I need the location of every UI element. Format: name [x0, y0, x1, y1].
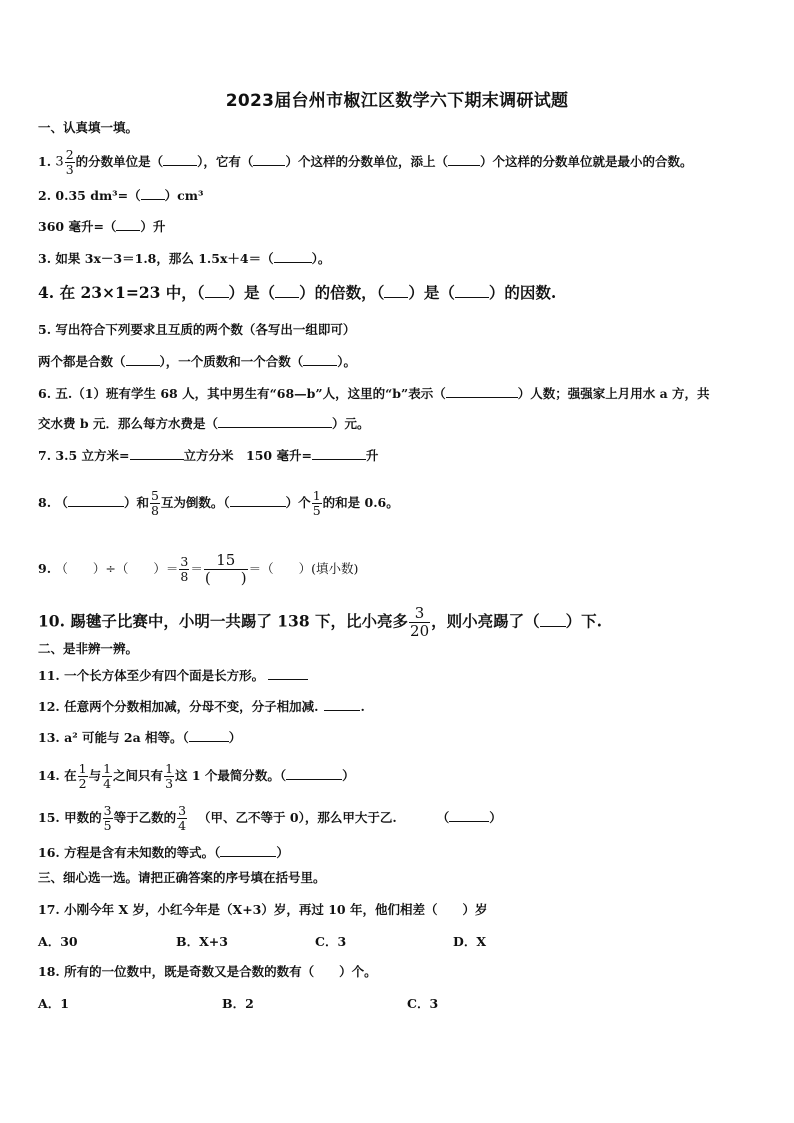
q4-blank-2[interactable]: [275, 283, 299, 298]
q16-text-a: 方程是含有未知数的等式。（: [64, 845, 221, 860]
q4-text-c: ）的倍数，（: [299, 283, 385, 302]
q10-text-a: 踢毽子比赛中，小明一共踢了 138 下，比小亮多: [70, 611, 409, 631]
q9-text-b: ＝（ ）(填小数): [248, 561, 359, 576]
q15-fraction-3-4: [177, 804, 187, 833]
q18-option-b-label: B．2: [222, 996, 254, 1011]
q1-blank-3[interactable]: [448, 151, 480, 166]
q2-text-a: 0.35 dm³=（: [55, 188, 141, 203]
q4-number: 4.: [38, 283, 55, 302]
q17-option-c[interactable]: [315, 932, 346, 952]
q11-text-a: 一个长方体至少有四个面是长方形。: [64, 668, 265, 683]
question-14: [38, 762, 355, 791]
question-7: [38, 445, 378, 466]
q12-text-b: .: [360, 699, 365, 714]
q17-option-b[interactable]: [176, 932, 228, 952]
q14-fraction-1-2: [78, 762, 88, 791]
q9-fraction-15: [204, 552, 248, 587]
q13-text-b: ）: [228, 730, 242, 745]
q5-text-d: ）。: [337, 354, 357, 369]
q9-text-a: （ ）÷（ ）＝: [55, 561, 179, 576]
question-6: [38, 383, 710, 404]
question-2: [38, 185, 203, 206]
q6-number: 6.: [38, 386, 52, 401]
q7-text-b: 立方分米 150 毫升=: [183, 448, 312, 463]
q10-text-b: ，则小亮踢了（: [431, 611, 540, 631]
q9-equals: ＝: [190, 561, 203, 576]
q15-f1-denominator: 5: [103, 818, 112, 833]
q1-text-c: ）个这样的分数单位，添上（: [285, 154, 448, 169]
q17-number: 17.: [38, 902, 60, 917]
q11-number: 11.: [38, 668, 60, 683]
q1-blank-1[interactable]: [163, 151, 197, 166]
q12-number: 12.: [38, 699, 60, 714]
q14-text-d: 这 1 个最简分数。（: [175, 768, 287, 783]
q15-f2-numerator: 3: [178, 803, 187, 818]
q18-option-c[interactable]: [407, 994, 438, 1014]
q14-blank-1[interactable]: [286, 765, 342, 780]
q6-blank-1[interactable]: [446, 383, 518, 398]
q14-f1-numerator: 1: [78, 761, 87, 776]
q4-blank-1[interactable]: [205, 283, 229, 298]
q6-text-c: 交水费 b 元．那么每方水费是（: [38, 416, 218, 431]
question-17: [38, 900, 487, 920]
q15-text-d: （: [436, 810, 450, 825]
q14-text-a: 在: [64, 768, 77, 783]
q14-f2-numerator: 1: [103, 761, 112, 776]
q1-fraction: [65, 148, 75, 177]
section-heading-3: [38, 868, 326, 888]
q4-blank-4[interactable]: [455, 283, 489, 298]
q8-fraction-5-8: [150, 489, 160, 518]
q14-f1-denominator: 2: [78, 776, 87, 791]
q14-number: 14.: [38, 768, 60, 783]
q18-option-b[interactable]: [222, 994, 254, 1014]
q10-f-numerator: 3: [409, 605, 430, 623]
q9-f2-numerator: 15: [204, 552, 248, 570]
q14-text-e: ）: [342, 768, 355, 783]
q6-blank-2[interactable]: [218, 413, 332, 428]
q7-number: 7.: [38, 448, 52, 463]
q8-text-c: 互为倒数。（: [160, 495, 230, 510]
q8-f1-numerator: 5: [150, 488, 159, 503]
q5-text-c: ），一个质数和一个合数（: [159, 354, 304, 369]
q8-fraction-1-5: [312, 489, 322, 518]
q8-text-d: ）个: [285, 495, 311, 510]
question-8: [38, 489, 399, 518]
q3-text-b: ）。: [311, 251, 331, 266]
page-title: 2023届台州市椒江区数学六下期末调研试题: [225, 91, 569, 111]
q17-text-a: 小刚今年 X 岁，小红今年是（X+3）岁，再过 10 年，他们相差（ ）岁: [64, 902, 488, 917]
q14-f3-numerator: 1: [165, 761, 174, 776]
q14-fraction-1-3: [164, 762, 174, 791]
q5-text-b: 两个都是合数（: [38, 354, 126, 369]
q15-text-c: （甲、乙不等于 0），那么甲大于乙.: [198, 810, 397, 825]
q2-text-c: 360 毫升=（: [38, 219, 117, 234]
q5-blank-1[interactable]: [126, 351, 160, 366]
question-6-line-2: [38, 413, 369, 434]
q9-f1-denominator: 8: [180, 569, 189, 584]
q18-text-a: 所有的一位数中，既是奇数又是合数的数有（ ）个。: [64, 964, 377, 979]
q18-number: 18.: [38, 964, 60, 979]
section-heading-1: [38, 118, 138, 138]
question-13: [38, 727, 241, 748]
q8-f2-numerator: 1: [312, 488, 321, 503]
q10-number: 10.: [38, 611, 65, 631]
q3-text-a: 如果 3x－3＝1.8，那么 1.5x＋4＝（: [55, 251, 274, 266]
question-2-line-2: [38, 216, 165, 237]
q15-number: 15.: [38, 810, 60, 825]
q2-blank-1[interactable]: [141, 185, 165, 200]
q18-option-a[interactable]: [38, 994, 69, 1014]
q15-fraction-3-5: [103, 804, 113, 833]
q2-number: 2.: [38, 188, 52, 203]
q15-blank-1[interactable]: [449, 807, 489, 822]
q17-option-a[interactable]: [38, 932, 78, 952]
q1-blank-2[interactable]: [253, 151, 285, 166]
question-18: [38, 962, 377, 982]
q8-text-b: ）和: [123, 495, 149, 510]
q2-text-b: ）cm³: [164, 188, 204, 203]
q17-option-b-label: B．X+3: [176, 934, 228, 949]
question-10: [38, 605, 602, 640]
q18-option-c-label: C．3: [407, 996, 439, 1011]
q1-fraction-denominator: 3: [65, 162, 74, 177]
q4-text-e: ）的因数.: [488, 283, 557, 302]
q17-option-a-label: A．30: [38, 934, 78, 949]
q13-number: 13.: [38, 730, 60, 745]
q14-text-c: 之间只有: [113, 768, 164, 783]
q8-number: 8.: [38, 495, 52, 510]
q8-text-e: 的和是 0.6。: [322, 495, 399, 510]
q1-text-a: 的分数单位是（: [75, 154, 164, 169]
q1-mixed-whole: 3: [55, 154, 64, 170]
q17-option-d[interactable]: [453, 932, 486, 952]
q7-blank-2[interactable]: [312, 445, 366, 460]
q14-f2-denominator: 4: [103, 776, 112, 791]
q9-f2-denominator-blank[interactable]: ( ): [204, 569, 247, 587]
q9-fraction-3-8: [179, 555, 189, 584]
question-5: [38, 320, 355, 340]
q13-blank-1[interactable]: [189, 727, 229, 742]
q12-blank-1[interactable]: [324, 696, 360, 711]
section-3-label: 三、细心选一选。请把正确答案的序号填在括号里。: [38, 870, 326, 885]
q10-text-c: ）下.: [565, 611, 603, 631]
question-4: [38, 283, 556, 303]
q2-blank-2[interactable]: [116, 216, 140, 231]
q10-f-denominator: 20: [410, 622, 430, 640]
q7-blank-1[interactable]: [130, 445, 184, 460]
q15-f2-denominator: 4: [178, 818, 187, 833]
q13-text-a: a² 可能与 2a 相等。（: [64, 730, 189, 745]
q3-number: 3.: [38, 251, 52, 266]
q14-fraction-1-4: [102, 762, 112, 791]
section-heading-2: [38, 639, 138, 659]
question-16: [38, 842, 289, 863]
q9-f1-numerator: 3: [180, 554, 189, 569]
q3-blank-1[interactable]: [274, 248, 312, 263]
q4-blank-3[interactable]: [384, 283, 408, 298]
q10-blank-1[interactable]: [540, 612, 566, 627]
question-1: [38, 148, 692, 177]
q4-text-d: ）是（: [408, 283, 455, 302]
question-12: [38, 696, 365, 717]
q15-text-a: 甲数的: [64, 810, 102, 825]
q15-f1-numerator: 3: [103, 803, 112, 818]
q5-number: 5.: [38, 322, 52, 337]
q7-text-c: 升: [365, 448, 379, 463]
q4-text-b: ）是（: [228, 283, 276, 302]
q8-blank-1[interactable]: [68, 492, 124, 507]
q6-text-b: ）人数；强强家上月用水 a 方，共: [517, 386, 710, 401]
q17-option-c-label: C．3: [315, 934, 347, 949]
q1-text-d: ）个这样的分数单位就是最小的合数。: [479, 154, 693, 169]
q2-text-d: ）升: [140, 219, 166, 234]
q8-blank-2[interactable]: [230, 492, 286, 507]
q11-blank-1[interactable]: [268, 665, 308, 680]
question-3: [38, 248, 330, 269]
q1-number: 1.: [38, 154, 52, 169]
q4-text-a: 在 23×1=23 中，（: [59, 283, 205, 302]
q8-f1-denominator: 8: [150, 503, 159, 518]
q5-text-a: 写出符合下列要求且互质的两个数（各写出一组即可）: [55, 322, 356, 337]
question-11: [38, 665, 308, 686]
question-9: [38, 552, 358, 587]
q16-number: 16.: [38, 845, 60, 860]
section-2-label: 二、是非辨一辨。: [38, 641, 139, 656]
q12-text-a: 任意两个分数相加减，分母不变，分子相加减.: [64, 699, 319, 714]
q17-option-d-label: D．X: [453, 934, 487, 949]
q6-text-d: ）元。: [331, 416, 370, 431]
question-5-line-2: [38, 351, 356, 372]
question-15: [38, 804, 502, 833]
section-1-label: 一、认真填一填。: [38, 120, 139, 135]
q16-blank-1[interactable]: [220, 842, 276, 857]
q8-f2-denominator: 5: [312, 503, 321, 518]
q7-text-a: 3.5 立方米=: [55, 448, 130, 463]
q1-fraction-numerator: 2: [65, 147, 74, 162]
q14-text-b: 与: [88, 768, 102, 783]
q15-text-e: ）: [489, 810, 502, 825]
q5-blank-2[interactable]: [303, 351, 337, 366]
q10-fraction-3-20: [409, 605, 430, 640]
q15-text-b: 等于乙数的: [113, 810, 177, 825]
q6-text-a: 五.（1）班有学生 68 人，其中男生有“68—b”人，这里的“b”表示（: [55, 386, 446, 401]
q9-number: 9.: [38, 561, 52, 576]
q14-f3-denominator: 3: [165, 776, 174, 791]
q8-text-a: （: [55, 495, 68, 510]
q18-option-a-label: A．1: [38, 996, 69, 1011]
q1-text-b: ），它有（: [197, 154, 254, 169]
q16-text-b: ）: [276, 845, 289, 860]
